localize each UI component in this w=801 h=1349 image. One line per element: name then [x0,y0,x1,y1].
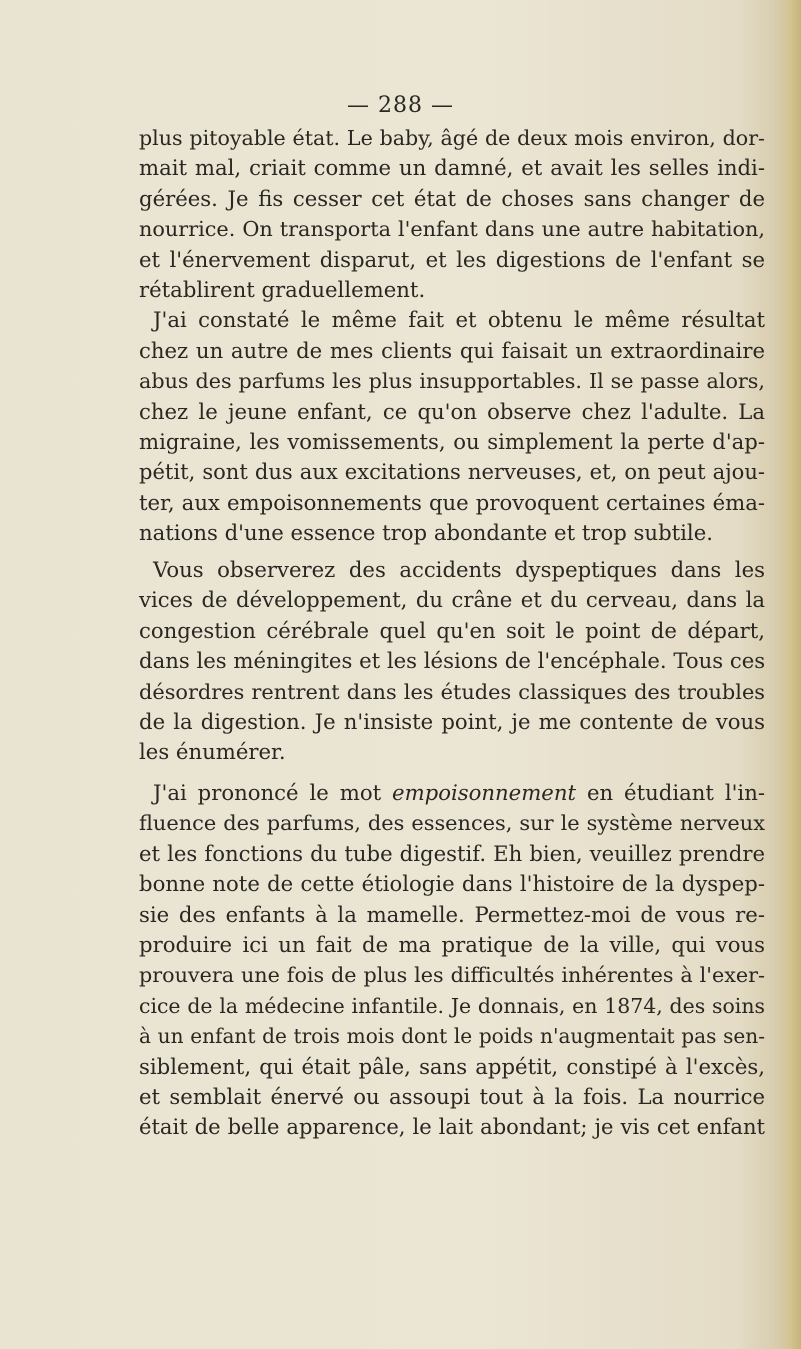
emphasized-word: empoisonnement [392,780,577,805]
text-line: chez le jeune enfant, ce qu'on observe chez l'adulte. La [139,398,765,424]
text-line: et semblait énervé ou assoupi tout à la fois. La nourrice [139,1083,765,1109]
text-line: était de belle apparence, le lait abondant; je vis cet enfant [139,1114,765,1140]
text-line: et les fonctions du tube digestif. Eh bien, veuillez prendre [139,840,765,866]
text-line: de la digestion. Je n'insiste point, je me contente de vous [139,708,765,734]
text-line-with-emphasis [139,778,765,808]
paragraph-3 [139,778,765,1143]
text-line: Vous observerez des accidents dyspeptiques dans les [153,557,765,582]
text-line: J'ai constaté le même fait et obtenu le même résultat [153,307,765,333]
text-fragment: J'ai prononcé le mot [153,780,393,805]
text-line: congestion cérébrale quel qu'en soit le point de départ, [139,617,765,643]
paragraph-1 [139,123,765,548]
text-line: produire ici un fait de ma pratique de la ville, qui vous [139,931,765,957]
text-line: dans les méningites et les lésions de l'encéphale. Tous ces [139,648,766,674]
text-line: abus des parfums les plus insupportables. Il se passe alors, [139,369,765,394]
text-line: migraine, les vomissements, ou simplement la perte d'ap- [139,428,765,454]
text-line: mait mal, criait comme un damné, et avait les selles indi- [139,155,765,181]
page-number: — 288 — [347,93,454,118]
text-line: à un enfant de trois mois dont le poids n'augmentait pas sen- [139,1024,765,1049]
text-line: sie des enfants à la mamelle. Permettez-moi de vous re- [139,901,765,927]
text-line: prouvera une fois de plus les difficultés inhérentes à l'exer- [139,963,765,988]
text-line: ter, aux empoisonnements que provoquent certaines éma- [139,489,765,515]
text-line: gérées. Je fis cesser cet état de choses sans changer de [139,185,765,211]
text-line: nations d'une essence trop abondante et trop subtile. [139,520,713,546]
text-line: siblement, qui était pâle, sans appétit, constipé à l'excès, [139,1053,765,1079]
text-line: fluence des parfums, des essences, sur le système nerveux [139,811,765,836]
paragraph-2 [139,555,765,768]
text-line: désordres rentrent dans les études classiques des troubles [139,679,765,704]
text-line: rétablirent graduellement. [139,276,426,302]
text-line: nourrice. On transporta l'enfant dans une autre habitation, [139,217,765,242]
text-line: vices de développement, du crâne et du cerveau, dans la [139,587,765,613]
text-line: cice de la médecine infantile. Je donnais, en 1874, des soins [139,993,765,1018]
text-line: les énumérer. [139,739,286,765]
text-line: bonne note de cette étiologie dans l'histoire de la dyspep- [139,871,765,897]
text-fragment: en étudiant l'in- [576,780,765,805]
page-edge-shadow [779,0,801,1349]
text-line: pétit, sont dus aux excitations nerveuses, et, on peut ajou- [139,459,765,485]
text-line: plus pitoyable état. Le baby, âgé de deux mois environ, dor- [139,126,765,150]
text-line: chez un autre de mes clients qui faisait un extraordinaire [139,337,765,363]
text-line: et l'énervement disparut, et les digestions de l'enfant se [139,246,765,272]
